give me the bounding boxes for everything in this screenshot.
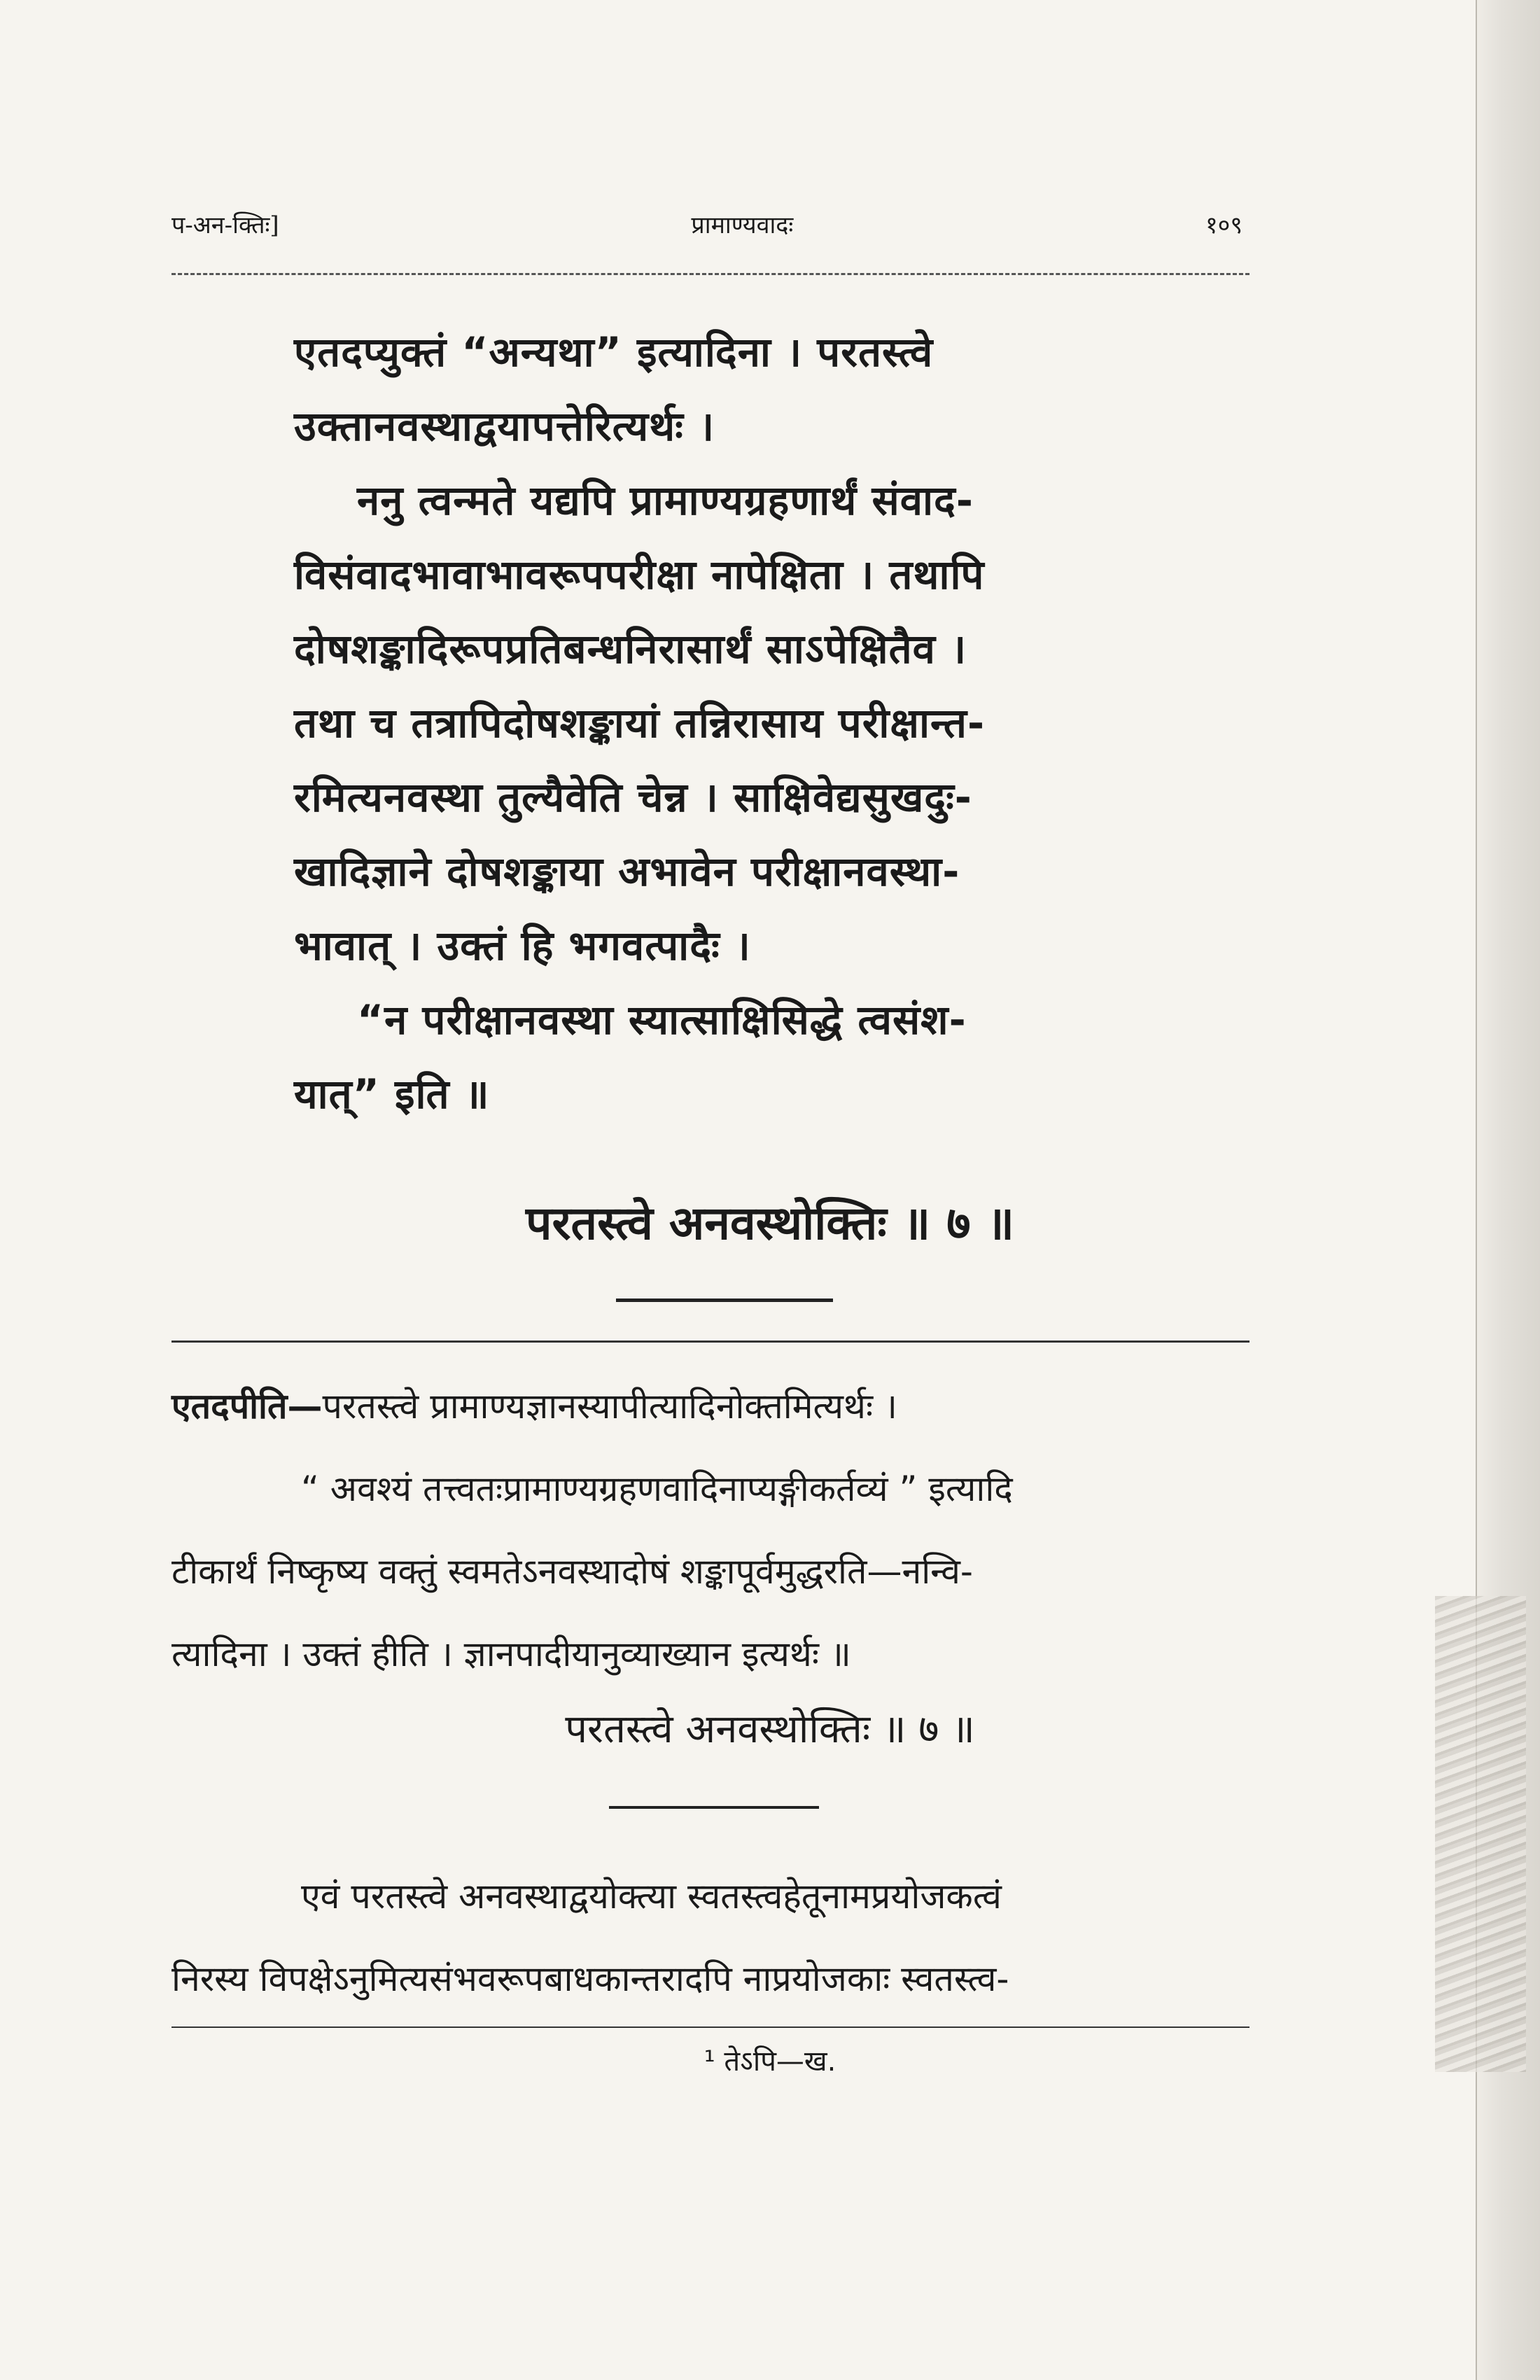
commentary-line [172,1613,1250,1695]
commentary-line [172,1365,1250,1448]
commentary-divider [172,1340,1250,1343]
commentary-end-rule [609,1806,819,1809]
page-number: १०९ [1205,211,1242,239]
torn-edge [1435,1596,1526,2072]
main-line: तथा च तत्रापिदोषशङ्कायां तन्निरासाय परीक्षान्त- [294,699,986,747]
commentary [172,1365,1250,1695]
commentary-text: त्यादिना । उक्तं हीति । ज्ञानपादीयानुव्याख्यान इत्यर्थः ॥ [172,1634,851,1674]
commentary-text: टीकार्थं निष्कृष्य वक्तुं स्वमतेऽनवस्थादोषं शङ्कापूर्वमुद्धरति—नन्वि- [172,1551,973,1592]
section-colophon: परतस्त्वे अनवस्थोक्तिः ॥ ७ ॥ [525,1196,1015,1250]
main-line: ननु त्वन्मते यद्यपि प्रामाण्यग्रहणार्थं संवाद- [357,477,974,524]
commentary-text: “ अवश्यं तत्त्वतःप्रामाण्यग्रहणवादिनाप्यङ्गीकर्तव्यं ” इत्यादि [301,1469,1013,1509]
main-line: दोषशङ्कादिरूपप्रतिबन्धनिरासार्थं साऽपेक्षितैव । [294,625,967,673]
main-line: उक्तानवस्थाद्वयापत्तेरित्यर्थः । [294,402,715,450]
commentary-colophon: परतस्त्वे अनवस्थोक्तिः ॥ ७ ॥ [565,1707,975,1752]
header-rule [172,273,1250,275]
next-line: एवं परतस्त्वे अनवस्थाद्वयोक्त्या स्वतस्त्वहेतूनामप्रयोजकत्वं [301,1876,1002,1917]
commentary-line [172,1448,1250,1530]
main-text [294,315,1155,1131]
main-line: यात्” इति ॥ [294,1070,490,1118]
next-section [172,1855,1250,2020]
header-center: प्रामाण्यवादः [691,211,794,239]
main-line: एतदप्युक्तं “अन्यथा” इत्यादिना । परतस्त्वे [294,328,934,376]
footnote: ¹ तेऽपि—ख. [704,2045,836,2078]
main-line: “न परीक्षानवस्था स्यात्साक्षिसिद्धे त्वसंश- [357,996,967,1044]
commentary-line [172,1530,1250,1613]
next-line: निरस्य विपक्षेऽनुमित्यसंभवरूपबाधकान्तरादपि नाप्रयोजकाः स्वतस्त्व- [172,1959,1009,1999]
header-left: प-अन-क्तिः] [172,211,279,239]
main-line: भावात् । उक्तं हि भगवत्पादैः । [294,922,751,969]
main-line: विसंवादभावाभावरूपपरीक्षा नापेक्षिता । तथापि [294,551,985,598]
commentary-lemma: एतदपीति— [172,1386,323,1427]
footnote-rule [172,2026,1250,2028]
main-line: खादिज्ञाने दोषशङ्काया अभावेन परीक्षानवस्था- [294,848,960,895]
commentary-text: परतस्त्वे प्रामाण्यज्ञानस्यापीत्यादिनोक्तमित्यर्थः । [322,1386,897,1427]
running-header [172,203,1242,245]
main-line: रमित्यनवस्था तुल्यैवेति चेन्न । साक्षिवेद्यसुखदुः- [294,774,972,821]
section-rule [616,1298,833,1302]
